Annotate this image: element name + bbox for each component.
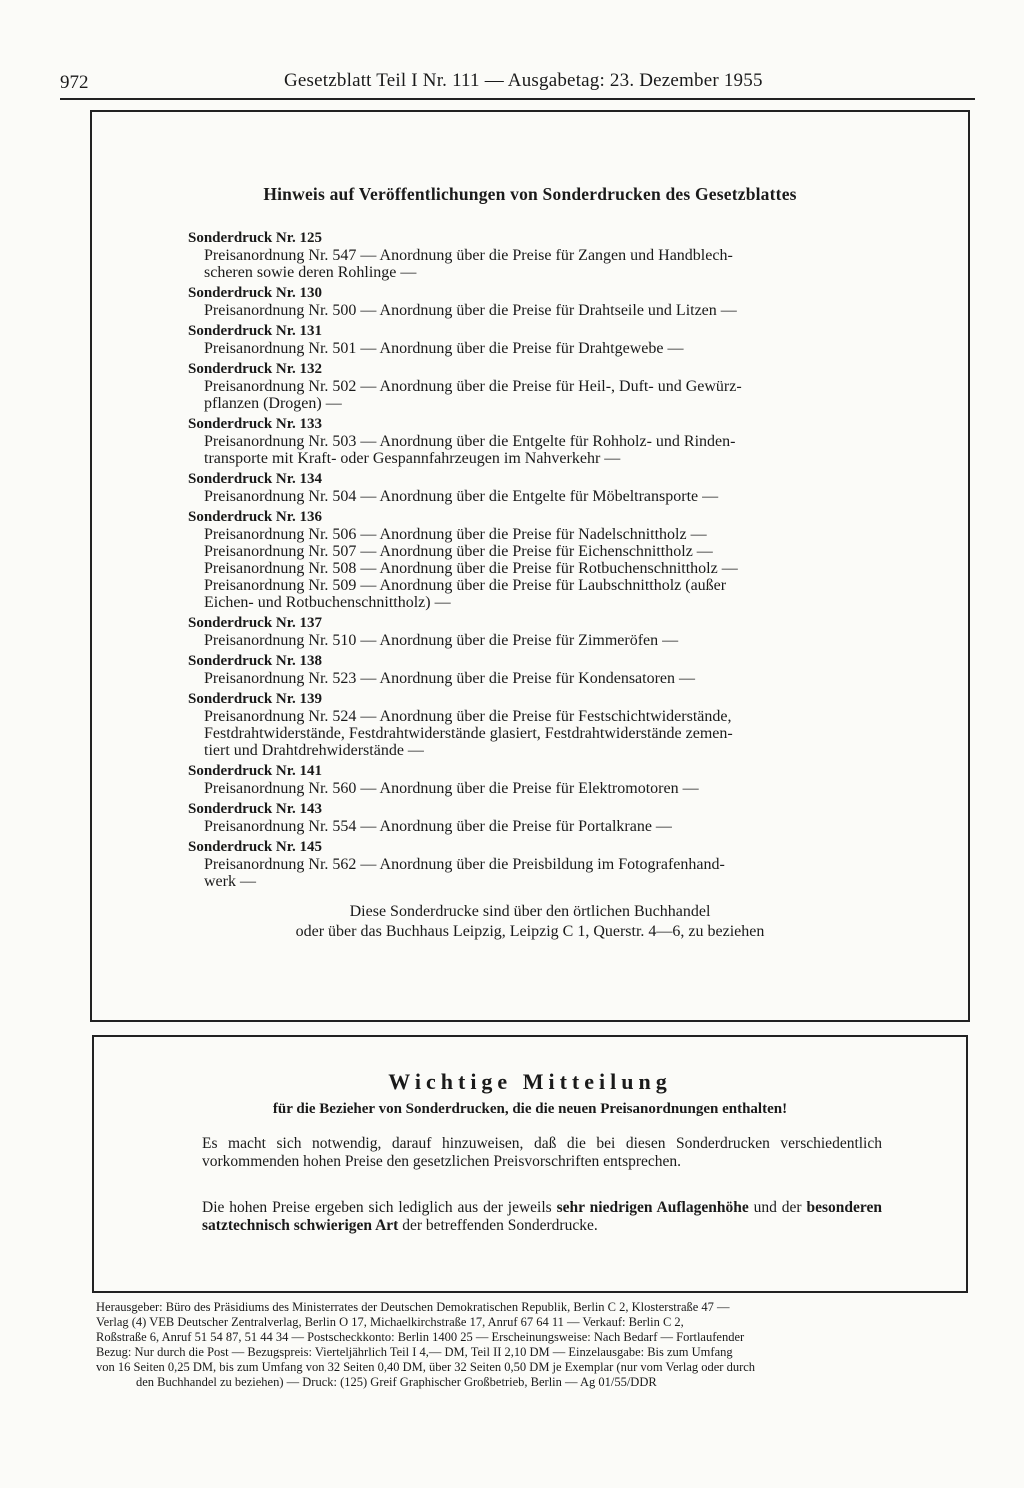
preisanordnung-line: Preisanordnung Nr. 560 — Anordnung über die Preise für Elektromotoren — — [204, 780, 699, 797]
preisanordnung-line: Preisanordnung Nr. 506 — Anordnung über die Preise für Nadelschnittholz — — [204, 526, 707, 543]
preisanordnung-line: Festdrahtwiderstände, Festdrahtwiderstände glasiert, Festdrahtwiderstände zemen- — [204, 725, 733, 742]
preisanordnung-line: scheren sowie deren Rohlinge — — [204, 264, 417, 281]
sonderdruck-entry — [188, 653, 878, 687]
text-run: und der — [748, 1199, 807, 1216]
important-notice-box — [92, 1035, 968, 1293]
imprint-line: Verlag (4) VEB Deutscher Zentralverlag, Berlin O 17, Michaelkirchstraße 17, Anruf 67 64 11 — Verkauf: Berlin C 2, — [96, 1315, 684, 1329]
emphasis-text: besonderen satztechnisch schwierigen Art — [202, 1199, 882, 1234]
preisanordnung-line: Eichen- und Rotbuchenschnittholz) — — [204, 594, 451, 611]
page-number: 972 — [60, 72, 89, 93]
notice-title: Hinweis auf Veröffentlichungen von Sonderdrucken des Gesetzblattes — [263, 184, 797, 204]
sonderdruck-label: Sonderdruck Nr. 132 — [188, 361, 323, 377]
sonderdruck-label: Sonderdruck Nr. 141 — [188, 763, 323, 779]
preisanordnung-line: Preisanordnung Nr. 504 — Anordnung über die Entgelte für Möbeltransporte — — [204, 488, 719, 505]
sonderdruck-entry — [188, 839, 878, 890]
preisanordnung-line: Preisanordnung Nr. 510 — Anordnung über die Preise für Zimmeröfen — — [204, 632, 679, 649]
preisanordnung-line: Preisanordnung Nr. 554 — Anordnung über die Preise für Portalkrane — — [204, 818, 672, 835]
page-header — [60, 72, 975, 100]
sonderdruck-label: Sonderdruck Nr. 138 — [188, 653, 323, 669]
preisanordnung-line: Preisanordnung Nr. 509 — Anordnung über die Preise für Laubschnittholz (außer — [204, 577, 727, 594]
important-notice-title: Wichtige Mitteilung — [388, 1069, 672, 1094]
sonderdruck-label: Sonderdruck Nr. 145 — [188, 839, 323, 855]
preisanordnung-line: Preisanordnung Nr. 547 — Anordnung über die Preise für Zangen und Handblech- — [204, 247, 733, 264]
preisanordnung-line: Preisanordnung Nr. 523 — Anordnung über die Preise für Kondensatoren — — [204, 670, 696, 687]
sonderdruck-label: Sonderdruck Nr. 131 — [188, 323, 323, 339]
preisanordnung-line: Preisanordnung Nr. 500 — Anordnung über die Preise für Drahtseile und Litzen — — [204, 302, 737, 319]
sonderdruck-label: Sonderdruck Nr. 134 — [188, 471, 323, 487]
sonderdruck-entry — [188, 230, 878, 281]
sonderdruck-label: Sonderdruck Nr. 136 — [188, 509, 323, 525]
sonderdruck-entry — [188, 615, 878, 649]
closing-line: Diese Sonderdrucke sind über den örtlichen Buchhandel — [349, 903, 711, 920]
preisanordnung-line: pflanzen (Drogen) — — [204, 395, 342, 412]
notice-paragraph — [202, 1199, 882, 1235]
text-run: Die hohen Preise ergeben sich lediglich aus der jeweils — [202, 1199, 557, 1216]
imprint-line: Roßstraße 6, Anruf 51 54 87, 51 44 34 — Postscheckkonto: Berlin 1400 25 — Erscheinungsweise: Nach Bedarf — Fortlaufender — [96, 1330, 745, 1344]
sonderdruck-label: Sonderdruck Nr. 139 — [188, 691, 323, 707]
imprint-line: Herausgeber: Büro des Präsidiums des Ministerrates der Deutschen Demokratischen Republik, Berlin C 2, Klosterstraße 47 — — [96, 1300, 730, 1314]
sonderdruck-entry — [188, 763, 878, 797]
preisanordnung-line: Preisanordnung Nr. 562 — Anordnung über die Preisbildung im Fotografenhand- — [204, 856, 725, 873]
sonderdruck-entry — [188, 323, 878, 357]
header-title: Gesetzblatt Teil I Nr. 111 — Ausgabetag: 23. Dezember 1955 — [284, 70, 763, 91]
sonderdruck-entry — [188, 801, 878, 835]
sonderdruck-label: Sonderdruck Nr. 125 — [188, 230, 323, 246]
preisanordnung-line: Preisanordnung Nr. 524 — Anordnung über die Preise für Festschichtwiderstände, — [204, 708, 732, 725]
sonderdruck-entry — [188, 285, 878, 319]
imprint-line: von 16 Seiten 0,25 DM, bis zum Umfang von 32 Seiten 0,40 DM, über 32 Seiten 0,50 DM je Exemplar (nur vom Verlag oder durch — [96, 1360, 756, 1374]
imprint-line: Bezug: Nur durch die Post — Bezugspreis: Vierteljährlich Teil I 4,— DM, Teil II 2,10 DM — Einzelausgabe: Bis zum Umfang — [96, 1345, 733, 1359]
sonderdruck-label: Sonderdruck Nr. 133 — [188, 416, 323, 432]
emphasis-text: sehr niedrigen Auflagenhöhe — [556, 1199, 749, 1216]
preisanordnung-line: Preisanordnung Nr. 508 — Anordnung über die Preise für Rotbuchenschnittholz — — [204, 560, 738, 577]
sonderdrucke-notice-box — [90, 110, 970, 1022]
sonderdruck-label: Sonderdruck Nr. 130 — [188, 285, 323, 301]
imprint — [96, 1300, 996, 1390]
imprint-line: den Buchhandel zu beziehen) — Druck: (125) Greif Graphischer Großbetrieb, Berlin — Ag 01/55/DDR — [136, 1375, 657, 1389]
preisanordnung-line: transporte mit Kraft- oder Gespannfahrzeugen im Nahverkehr — — [204, 450, 621, 467]
preisanordnung-line: Preisanordnung Nr. 501 — Anordnung über die Preise für Drahtgewebe — — [204, 340, 684, 357]
preisanordnung-line: Preisanordnung Nr. 503 — Anordnung über die Entgelte für Rohholz- und Rinden- — [204, 433, 736, 450]
preisanordnung-line: Preisanordnung Nr. 507 — Anordnung über die Preise für Eichenschnittholz — — [204, 543, 713, 560]
closing-line: oder über das Buchhaus Leipzig, Leipzig C 1, Querstr. 4—6, zu beziehen — [295, 923, 765, 940]
entry-list — [188, 230, 878, 894]
sonderdruck-entry — [188, 416, 878, 467]
sonderdruck-entry — [188, 361, 878, 412]
preisanordnung-line: Preisanordnung Nr. 502 — Anordnung über die Preise für Heil-, Duft- und Gewürz- — [204, 378, 742, 395]
notice-paragraph: Es macht sich notwendig, darauf hinzuweisen, daß die bei diesen Sonderdrucken verschiedentlich vorkommenden hohen Preise den gesetzlichen Preisvorschriften entsprechen. — [202, 1135, 882, 1170]
sonderdruck-entry — [188, 471, 878, 505]
text-run: der betreffenden Sonderdrucke. — [398, 1217, 598, 1234]
sonderdruck-entry — [188, 691, 878, 759]
preisanordnung-line: tiert und Drahtdrehwiderstände — — [204, 742, 424, 759]
important-notice-subtitle: für die Bezieher von Sonderdrucken, die die neuen Preisanordnungen enthalten! — [272, 1101, 788, 1117]
sonderdruck-label: Sonderdruck Nr. 143 — [188, 801, 323, 817]
sonderdruck-label: Sonderdruck Nr. 137 — [188, 615, 323, 631]
closing-note — [92, 902, 968, 942]
preisanordnung-line: werk — — [204, 873, 256, 890]
sonderdruck-entry — [188, 509, 878, 611]
